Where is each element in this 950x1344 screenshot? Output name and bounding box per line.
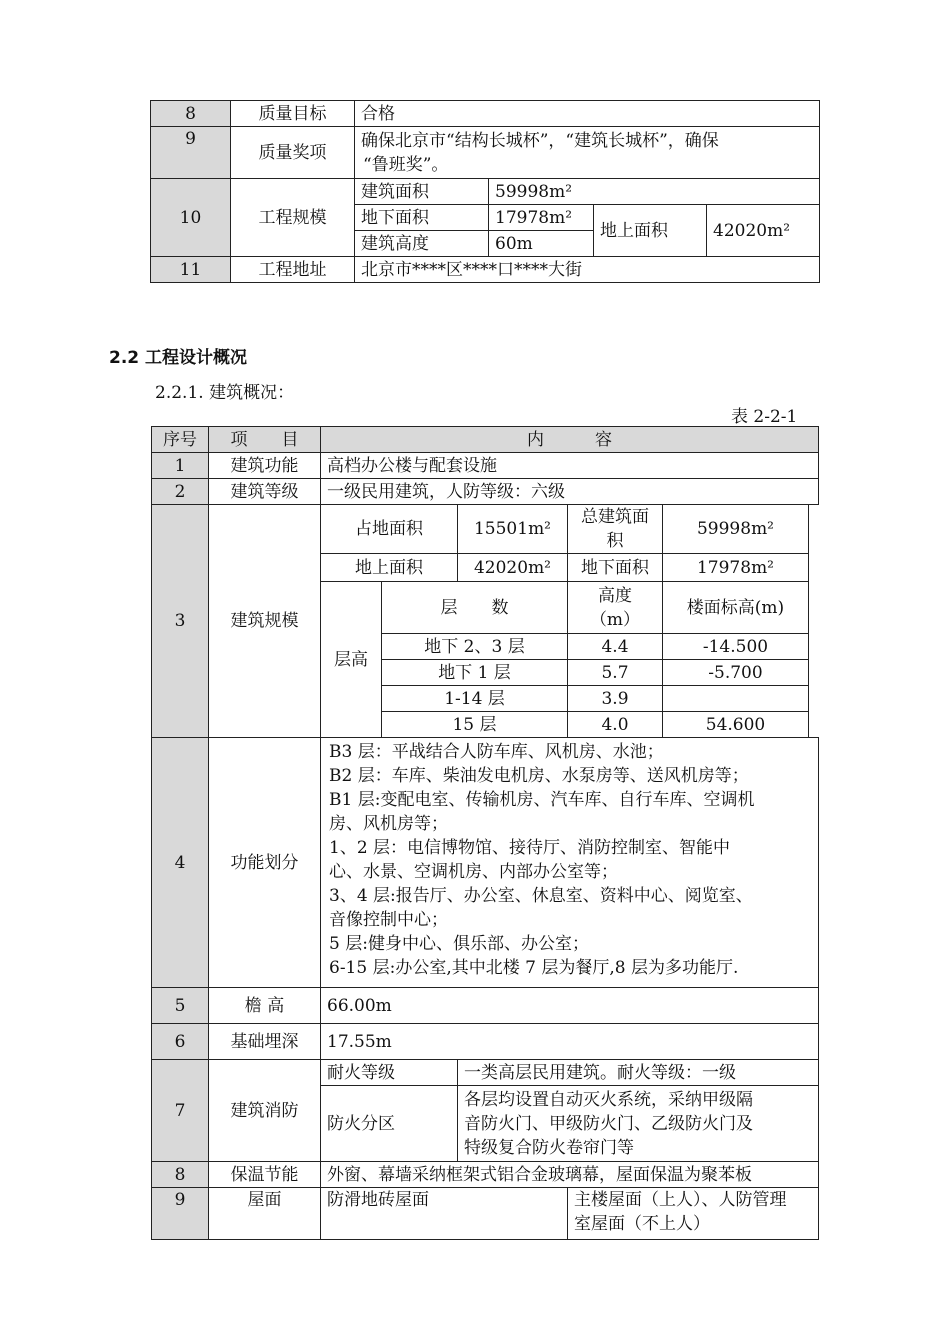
row-content: 66.00m xyxy=(321,988,819,1024)
table-number: 表 2-2-1 xyxy=(731,407,798,427)
table-row xyxy=(152,738,819,988)
underground-area-value: 17978m² xyxy=(489,205,594,231)
subsection-title: 2.2.1. 建筑概况： xyxy=(155,383,295,403)
function-line: 心、水景、空调机房、内部办公室等； xyxy=(329,862,618,882)
floor-height: 4.4 xyxy=(568,634,663,660)
table-row xyxy=(151,179,820,205)
floor-height-label: 层高 xyxy=(321,582,382,738)
row-number: 9 xyxy=(151,127,231,179)
function-line: 6-15 层:办公室,其中北楼 7 层为餐厅,8 层为多功能厅. xyxy=(329,958,739,978)
row-content: 17.55m xyxy=(321,1024,819,1060)
fire-rating-value: 一类高层民用建筑。耐火等级：一级 xyxy=(458,1060,819,1086)
above-area-value: 42020m² xyxy=(707,205,820,257)
building-overview-table xyxy=(151,426,819,1240)
elev-col-header: 楼面标高(m) xyxy=(663,582,809,634)
row-number: 8 xyxy=(152,1162,209,1188)
floor-name: 15 层 xyxy=(382,712,568,738)
land-area-label: 占地面积 xyxy=(321,505,458,554)
row-item: 建筑规模 xyxy=(209,505,321,738)
table-row xyxy=(152,1060,819,1086)
table-row xyxy=(152,1024,819,1060)
roof-left: 防滑地砖屋面 xyxy=(321,1188,568,1240)
project-info-table xyxy=(150,100,820,283)
roof-right xyxy=(568,1188,819,1240)
table-row xyxy=(151,101,820,127)
floor-height: 3.9 xyxy=(568,686,663,712)
fire-zone-line: 音防火门、甲级防火门、乙级防火门及 xyxy=(464,1113,753,1134)
function-line: B1 层:变配电室、传输机房、汽车库、自行车库、空调机 xyxy=(329,790,755,810)
row-content: 合格 xyxy=(355,101,820,127)
floor-elevation: 54.600 xyxy=(663,712,809,738)
table-row xyxy=(151,127,820,179)
function-line: 1、2 层：电信博物馆、接待厅、消防控制室、智能中 xyxy=(329,838,731,858)
function-line: B2 层：车库、柴油发电机房、水泵房等、送风机房等； xyxy=(329,766,749,786)
row-item: 建筑等级 xyxy=(209,479,321,505)
header-no: 序号 xyxy=(152,427,209,453)
blank-cell xyxy=(809,505,819,738)
row-number: 1 xyxy=(152,453,209,479)
fire-zone-label: 防火分区 xyxy=(321,1086,458,1162)
land-area-value: 15501m² xyxy=(458,505,568,554)
row-item: 建筑消防 xyxy=(209,1060,321,1162)
table-row xyxy=(152,453,819,479)
roof-right-line: 室屋面（不上人） xyxy=(574,1214,710,1234)
row-item: 建筑功能 xyxy=(209,453,321,479)
row-item: 屋面 xyxy=(209,1188,321,1240)
total-area-value: 59998m² xyxy=(663,505,809,554)
function-list xyxy=(321,738,819,988)
floor-elevation: -14.500 xyxy=(663,634,809,660)
section-title: 2.2 工程设计概况 xyxy=(109,348,248,368)
roof-right-line: 主楼屋面（上人）、人防管理 xyxy=(574,1190,787,1210)
row-item: 质量奖项 xyxy=(231,127,355,179)
under-area-label: 地下面积 xyxy=(568,554,663,582)
table-row xyxy=(152,479,819,505)
above-area-label: 地上面积 xyxy=(594,205,707,257)
row-number: 10 xyxy=(151,179,231,257)
fire-zone-value xyxy=(458,1086,819,1162)
row-number: 11 xyxy=(151,257,231,283)
under-area-value: 17978m² xyxy=(663,554,809,582)
floor-name: 地下 1 层 xyxy=(382,660,568,686)
row-number: 7 xyxy=(152,1060,209,1162)
row-content xyxy=(355,127,820,179)
building-area-label: 建筑面积 xyxy=(355,179,489,205)
function-line: B3 层：平战结合人防车库、风机房、水池； xyxy=(329,742,664,762)
table-header-row xyxy=(152,427,819,453)
above-area-value: 42020m² xyxy=(458,554,568,582)
content-line: 确保北京市“结构长城杯”，“建筑长城杯”，确保 xyxy=(361,130,719,151)
floor-elevation xyxy=(663,686,809,712)
fire-zone-line: 各层均设置自动灭火系统，采纳甲级隔 xyxy=(464,1089,753,1110)
content-line: “鲁班奖”。 xyxy=(363,154,449,175)
row-content: 一级民用建筑，人防等级：六级 xyxy=(321,479,819,505)
row-item: 工程规模 xyxy=(231,179,355,257)
floor-height: 5.7 xyxy=(568,660,663,686)
floor-name: 地下 2、3 层 xyxy=(382,634,568,660)
row-item: 工程地址 xyxy=(231,257,355,283)
row-number: 3 xyxy=(152,505,209,738)
row-number: 4 xyxy=(152,738,209,988)
function-line: 5 层:健身中心、俱乐部、办公室； xyxy=(329,934,589,954)
row-content: 高档办公楼与配套设施 xyxy=(321,453,819,479)
height-header-line: 高度 xyxy=(598,585,632,606)
row-number: 8 xyxy=(151,101,231,127)
total-area-label: 总建筑面积 xyxy=(568,505,663,554)
height-col-header xyxy=(568,582,663,634)
table-row xyxy=(152,988,819,1024)
row-item: 保温节能 xyxy=(209,1162,321,1188)
floor-elevation: -5.700 xyxy=(663,660,809,686)
function-line: 房、风机房等； xyxy=(329,814,448,834)
floor-col-header: 层 数 xyxy=(382,582,568,634)
row-item: 檐 高 xyxy=(209,988,321,1024)
building-area-value: 59998m² xyxy=(489,179,820,205)
floor-name: 1-14 层 xyxy=(382,686,568,712)
row-number: 6 xyxy=(152,1024,209,1060)
row-item: 质量目标 xyxy=(231,101,355,127)
underground-area-label: 地下面积 xyxy=(355,205,489,231)
row-content: 北京市****区****口****大街 xyxy=(355,257,820,283)
height-header-line: （m） xyxy=(589,609,641,630)
fire-rating-label: 耐火等级 xyxy=(321,1060,458,1086)
floor-height: 4.0 xyxy=(568,712,663,738)
row-number: 9 xyxy=(152,1188,209,1240)
row-item: 基础埋深 xyxy=(209,1024,321,1060)
row-content: 外窗、幕墙采纳框架式铝合金玻璃幕，屋面保温为聚苯板 xyxy=(321,1162,819,1188)
fire-zone-line: 特级复合防火卷帘门等 xyxy=(464,1137,634,1158)
table-row xyxy=(151,257,820,283)
function-line: 3、4 层:报告厅、办公室、休息室、资料中心、阅览室、 xyxy=(329,886,753,906)
table-row xyxy=(152,1162,819,1188)
function-line: 音像控制中心； xyxy=(329,910,448,930)
above-area-label: 地上面积 xyxy=(321,554,458,582)
row-number: 5 xyxy=(152,988,209,1024)
table-row xyxy=(152,1188,819,1240)
header-content: 内 容 xyxy=(321,427,819,453)
header-item: 项 目 xyxy=(209,427,321,453)
table-row xyxy=(152,505,819,554)
row-item: 功能划分 xyxy=(209,738,321,988)
building-height-value: 60m xyxy=(489,231,594,257)
building-height-label: 建筑高度 xyxy=(355,231,489,257)
row-number: 2 xyxy=(152,479,209,505)
